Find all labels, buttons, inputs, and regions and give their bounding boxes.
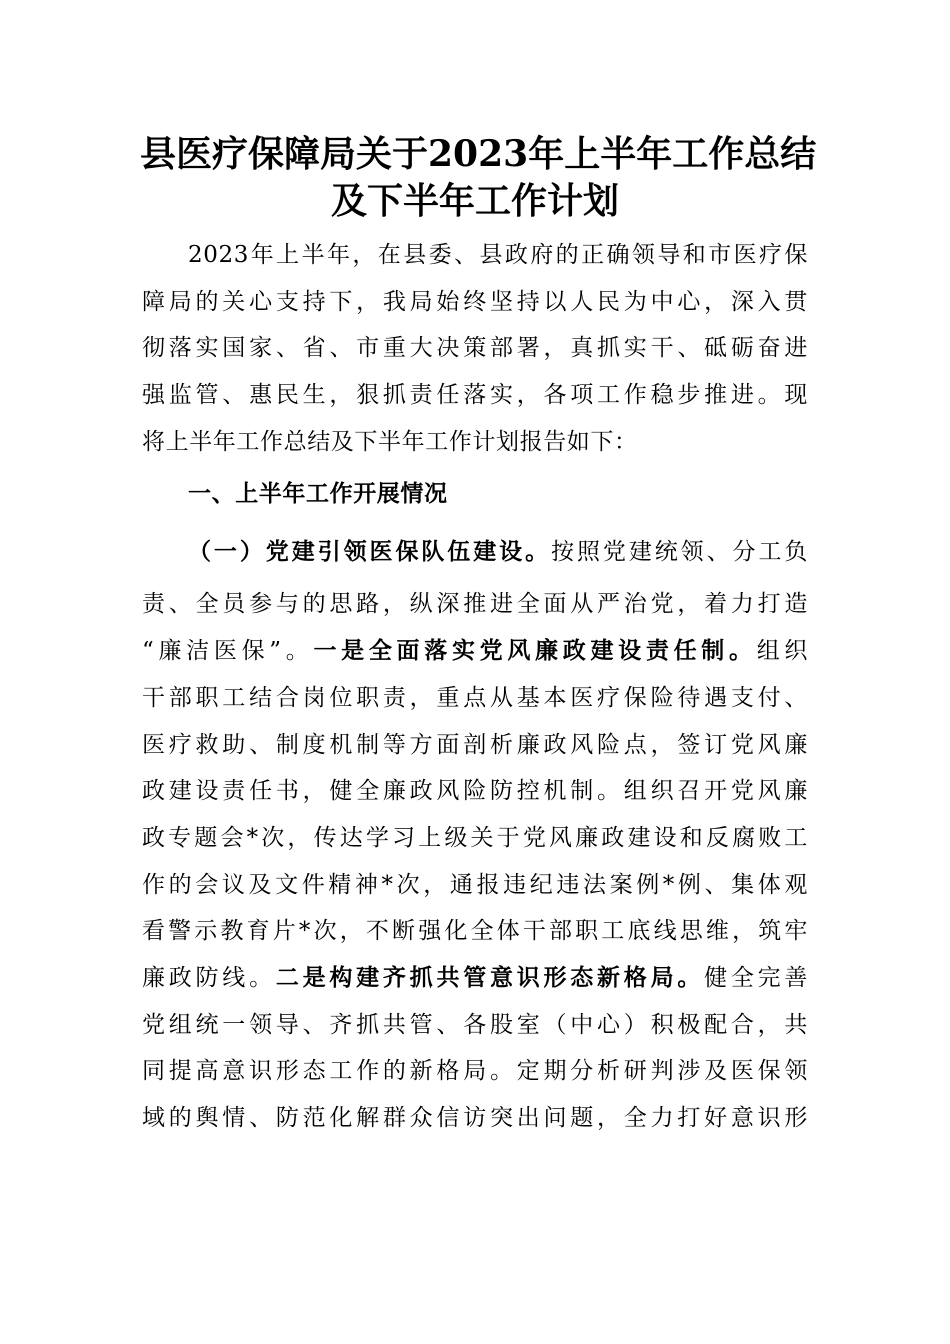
intro-line: 将上半年工作总结及下半年工作计划报告如下： <box>142 428 638 455</box>
intro-line: 强监管、惠民生，狠抓责任落实，各项工作稳步推进。现 <box>142 382 808 409</box>
paragraph-line: 看警示教育片*次，不断强化全体干部职工底线思维，筑牢 <box>142 918 808 945</box>
paragraph-text: “廉洁医保”。 <box>142 638 314 665</box>
bold-point: 一是全面落实党风廉政建设责任制。 <box>313 637 757 665</box>
paragraph-line: 责、全员参与的思路，纵深推进全面从严治党，着力打造 <box>142 591 808 618</box>
paragraph-line: 党组统一领导、齐抓共管、各股室（中心）积极配合，共 <box>142 1011 808 1038</box>
paragraph-line: 干部职工结合岗位职责，重点从基本医疗保险待遇支付、 <box>142 684 808 711</box>
paragraph-line <box>142 523 808 581</box>
paragraph-text: 组织 <box>756 638 808 665</box>
paragraph-text: 廉政防线。 <box>142 964 276 991</box>
intro-line: 障局的关心支持下，我局始终坚持以人民为中心，深入贯 <box>142 288 808 315</box>
paragraph-line: 同提高意识形态工作的新格局。定期分析研判涉及医保领 <box>142 1058 808 1085</box>
paragraph-line: 域的舆情、防范化解群众信访突出问题，全力打好意识形 <box>142 1105 808 1131</box>
document-title-line-2: 及下半年工作计划 <box>330 180 619 222</box>
subsection-label: （一）党建引领医保队伍建设。 <box>188 538 552 566</box>
paragraph-line <box>142 955 808 1002</box>
paragraph-text: 按照党建统领、分工负 <box>551 539 809 566</box>
paragraph-line: 作的会议及文件精神*次，通报违纪违法案例*例、集体观 <box>142 871 808 898</box>
document-title-line-1: 县医疗保障局关于2023年上半年工作总结 <box>140 133 817 175</box>
intro-line: 彻落实国家、省、市重大决策部署，真抓实干、砥砺奋进 <box>142 335 808 362</box>
paragraph-line: 政建设责任书，健全廉政风险防控机制。组织召开党风廉 <box>142 778 808 805</box>
section-heading: 一、上半年工作开展情况 <box>188 480 448 508</box>
paragraph-line: 医疗救助、制度机制等方面剖析廉政风险点，签订党风廉 <box>142 731 808 758</box>
bold-point: 二是构建齐抓共管意识形态新格局。 <box>275 963 705 991</box>
paragraph-text: 健全完善 <box>704 964 809 991</box>
paragraph-line: 政专题会*次，传达学习上级关于党风廉政建设和反腐败工 <box>142 824 808 851</box>
document-body <box>142 232 808 1142</box>
intro-line: 2023年上半年，在县委、县政府的正确领导和市医疗保 <box>188 242 808 268</box>
paragraph-line <box>142 628 808 675</box>
